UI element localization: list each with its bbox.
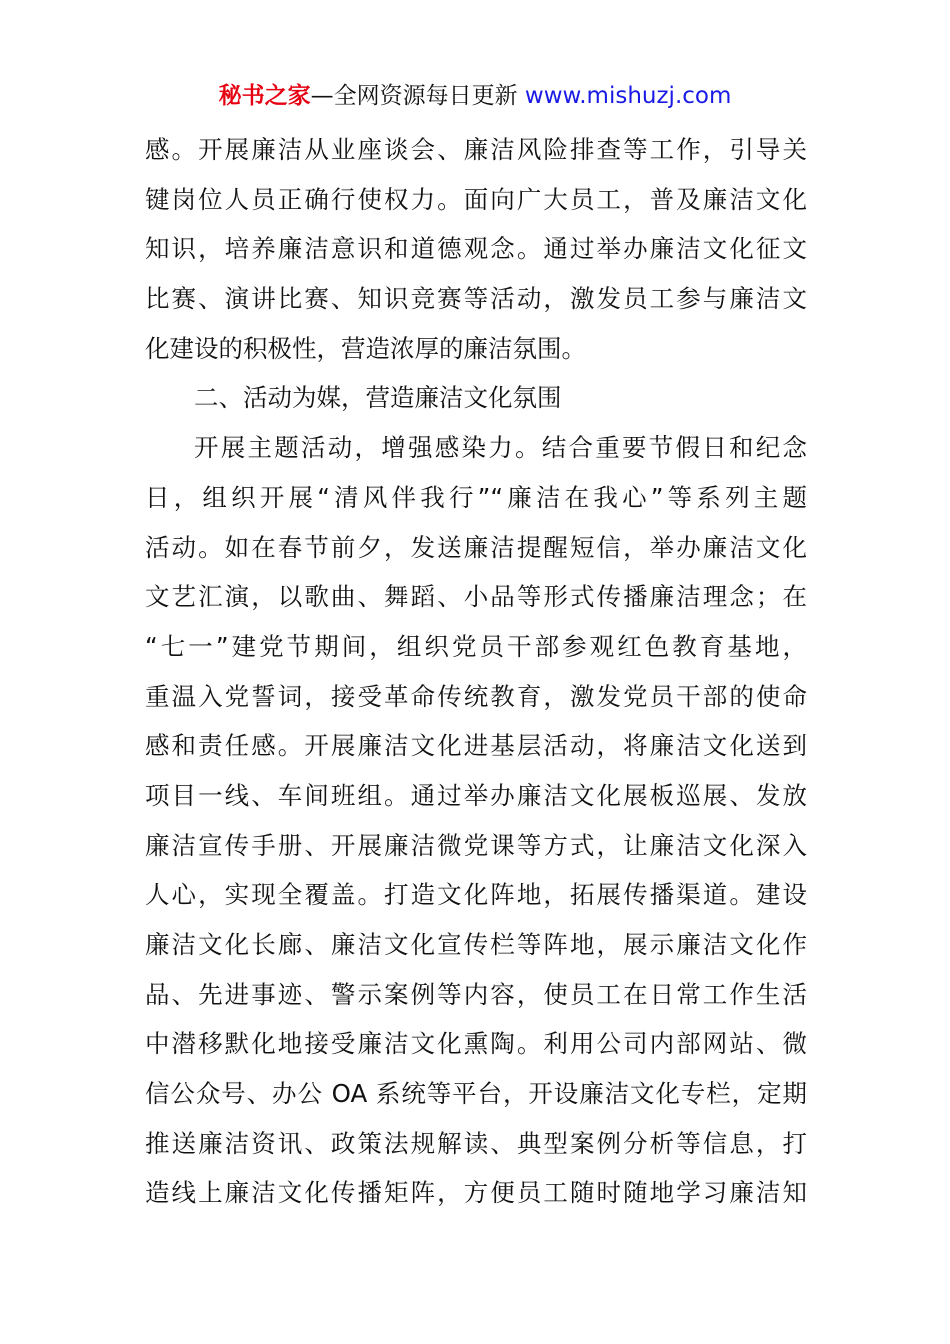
paragraph-line: 感和责任感。开展廉洁文化进基层活动，将廉洁文化送到	[145, 731, 807, 761]
paragraph-line: 造线上廉洁文化传播矩阵，方便员工随时随地学习廉洁知	[145, 1178, 807, 1208]
paragraph-line: 中潜移默化地接受廉洁文化熏陶。利用公司内部网站、微	[145, 1029, 807, 1059]
paragraph-line: 化建设的积极性，营造浓厚的廉洁氛围。	[145, 333, 586, 363]
paragraph-line: 廉洁文化长廊、廉洁文化宣传栏等阵地，展示廉洁文化作	[145, 930, 807, 959]
paragraph-line: 廉洁宣传手册、开展廉洁微党课等方式，让廉洁文化深入	[145, 830, 807, 860]
paragraph-line: 开展主题活动，增强感染力。结合重要节假日和纪念	[194, 433, 807, 463]
paragraph-line: 活动。如在春节前夕，发送廉洁提醒短信，举办廉洁文化	[145, 532, 807, 562]
paragraph-line: 感。开展廉洁从业座谈会、廉洁风险排查等工作，引导关	[145, 135, 807, 164]
document-body	[145, 125, 807, 1218]
site-tagline: —全网资源每日更新	[310, 83, 525, 109]
paragraph-line: 品、先进事迹、警示案例等内容，使员工在日常工作生活	[145, 979, 807, 1009]
paragraph-line: 人心，实现全覆盖。打造文化阵地，拓展传播渠道。建设	[145, 880, 807, 910]
paragraph-line: 项目一线、车间班组。通过举办廉洁文化展板巡展、发放	[145, 780, 807, 810]
section-heading: 二、活动为媒，营造廉洁文化氛围	[194, 383, 562, 413]
paragraph-line: 重温入党誓词，接受革命传统教育，激发党员干部的使命	[145, 681, 807, 711]
paragraph-line: 知识，培养廉洁意识和道德观念。通过举办廉洁文化征文	[145, 234, 807, 264]
page-header	[0, 80, 950, 112]
paragraph-line: 信公众号、办公 OA 系统等平台，开设廉洁文化专栏，定期	[145, 1079, 807, 1109]
paragraph-line: 文艺汇演，以歌曲、舞蹈、小品等形式传播廉洁理念；在	[145, 582, 807, 612]
paragraph-line: 比赛、演讲比赛、知识竞赛等活动，激发员工参与廉洁文	[145, 284, 807, 314]
paragraph-line: 推送廉洁资讯、政策法规解读、典型案例分析等信息，打	[145, 1128, 807, 1158]
site-brand: 秘书之家	[218, 83, 311, 109]
site-url-link[interactable]: www.mishuzj.com	[524, 83, 732, 109]
paragraph-line: 日，组织开展“清风伴我行”“廉洁在我心”等系列主题	[145, 482, 807, 512]
paragraph-line: 键岗位人员正确行使权力。面向广大员工，普及廉洁文化	[145, 184, 807, 214]
paragraph-line: “七一”建党节期间，组织党员干部参观红色教育基地，	[145, 631, 807, 661]
